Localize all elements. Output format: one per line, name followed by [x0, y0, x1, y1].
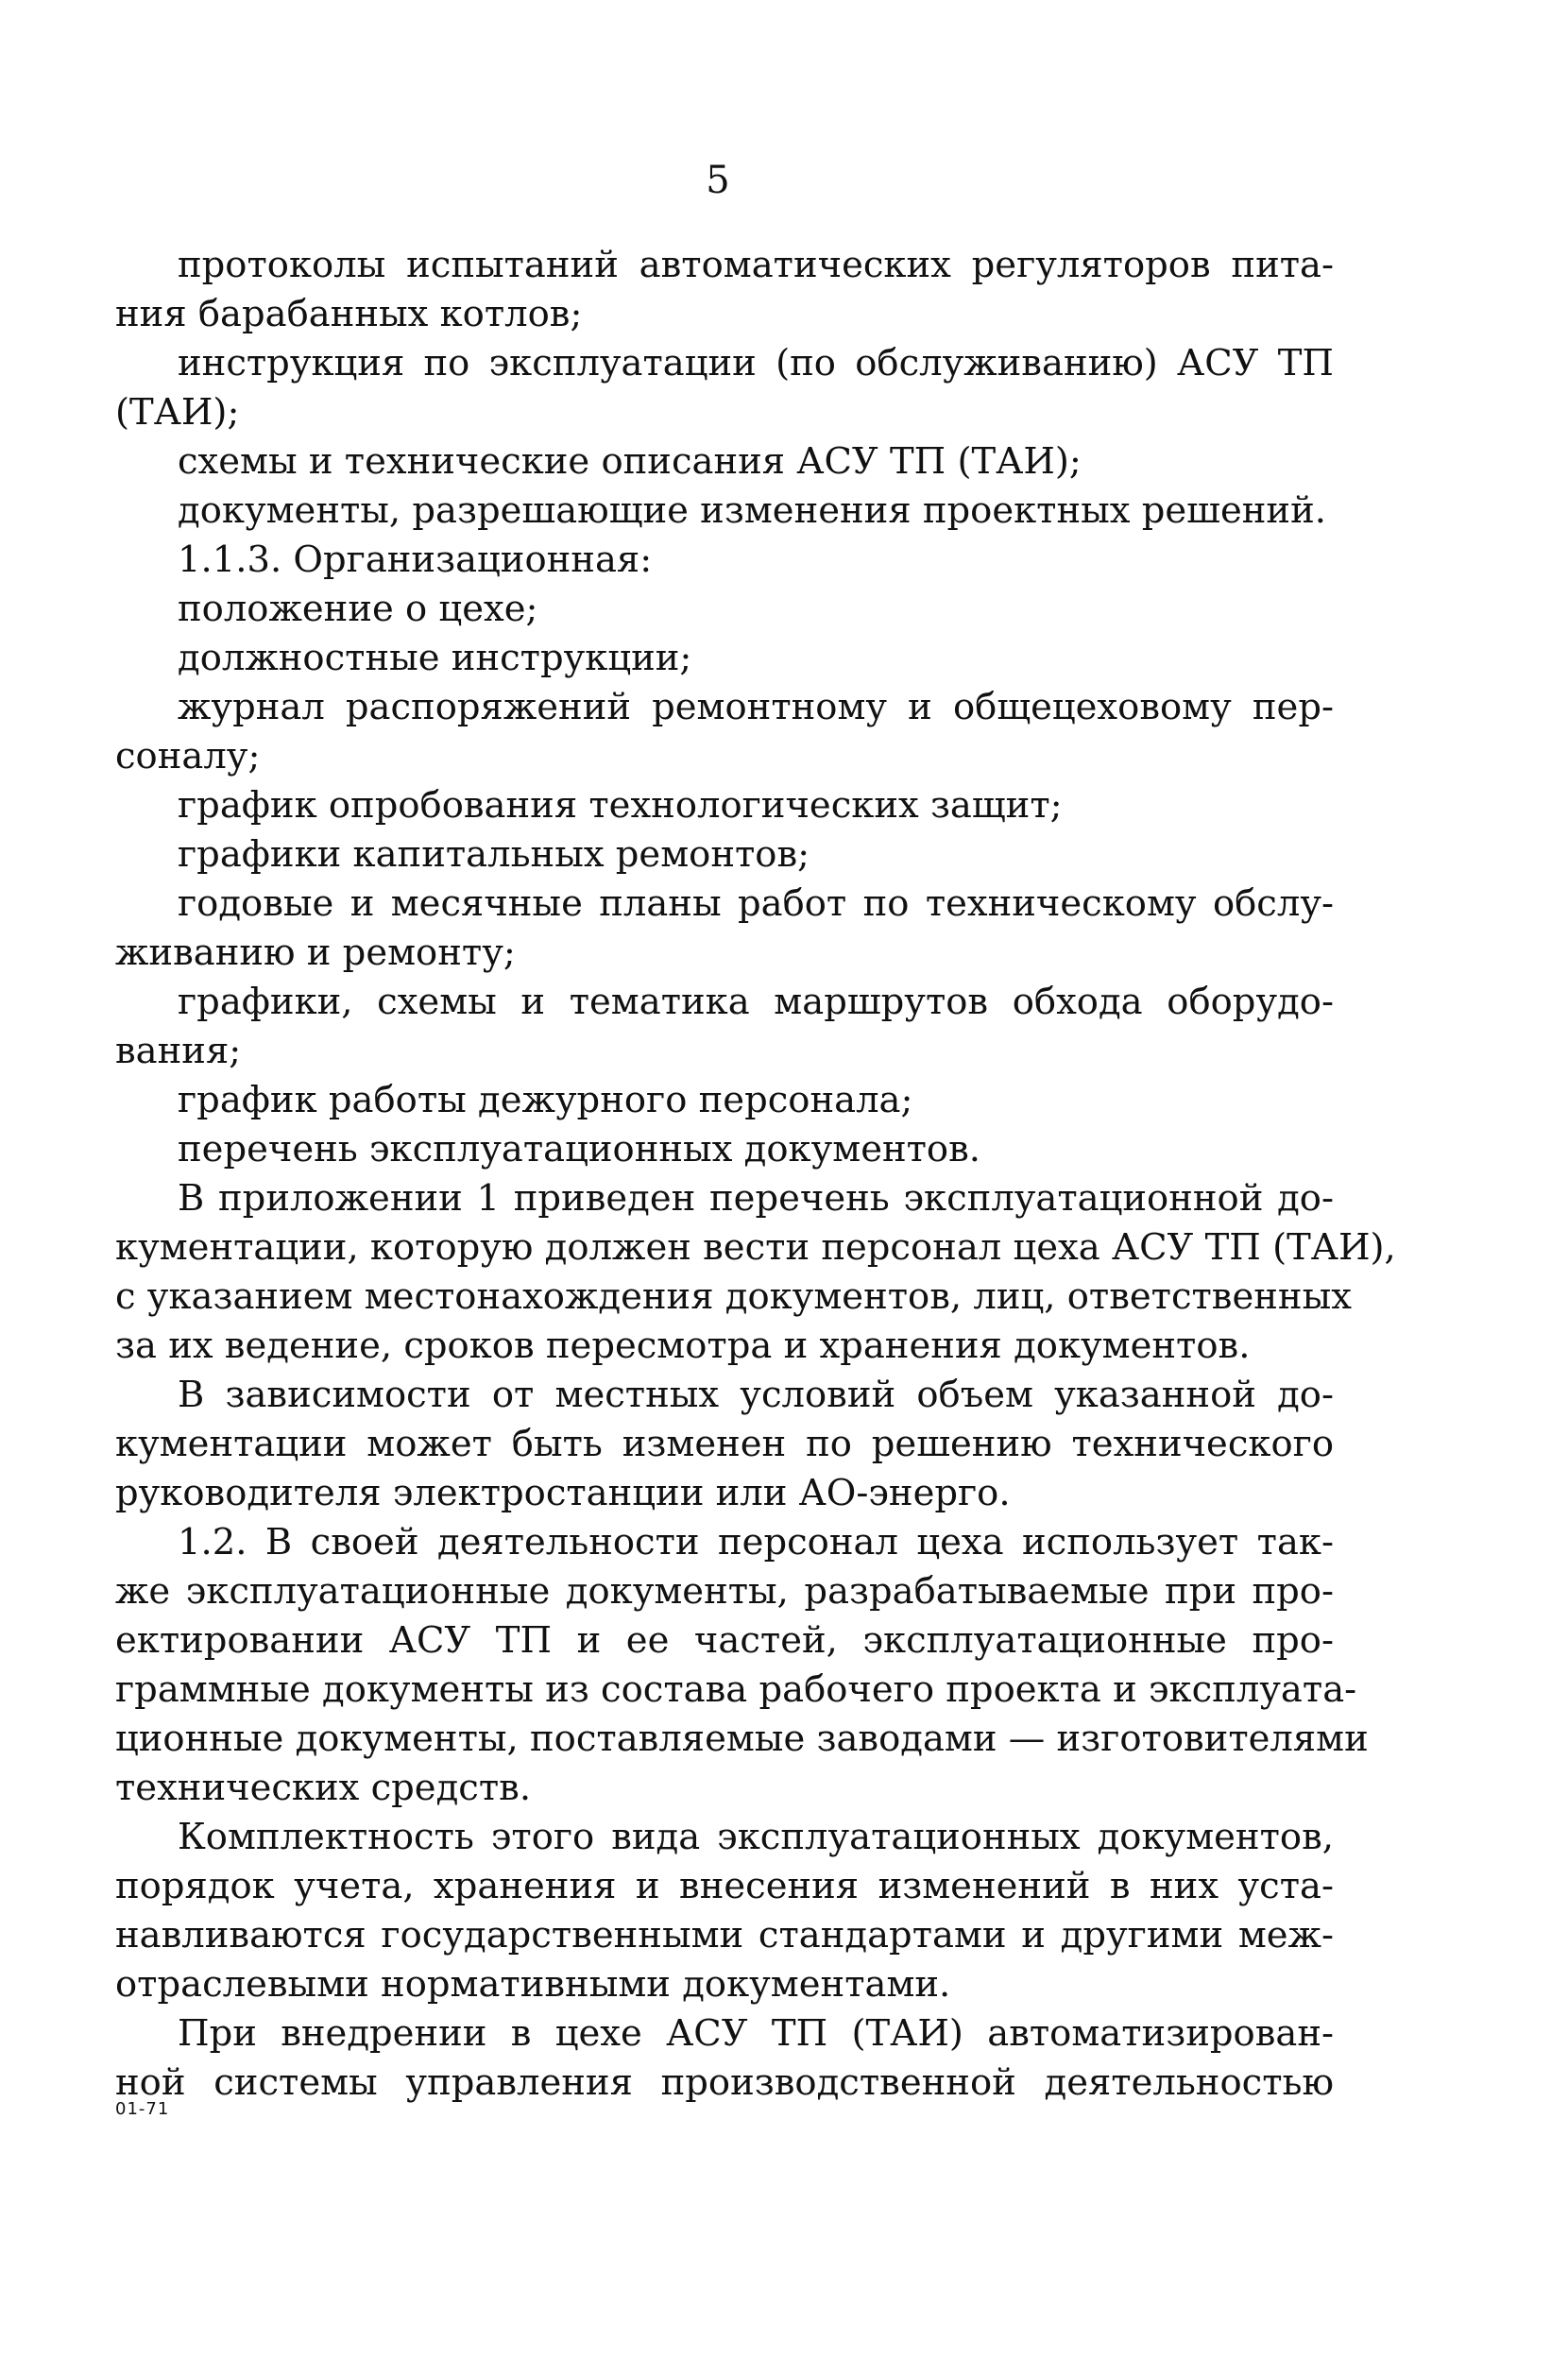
text-line: годовые и месячные планы работ по техническому обслу-: [178, 882, 1334, 925]
text-line: живанию и ремонту;: [115, 931, 516, 974]
text-line: кументации, которую должен вести персонал цеха АСУ ТП (ТАИ),: [115, 1226, 1396, 1269]
text-line: Комплектность этого вида эксплуатационных документов,: [178, 1816, 1334, 1858]
text-line: схемы и технические описания АСУ ТП (ТАИ);: [178, 440, 1082, 483]
text-line: отраслевыми нормативными документами.: [115, 1963, 951, 2006]
footer-code: 01-71: [115, 2099, 170, 2119]
text-line: журнал распоряжений ремонтному и общецеховому пер-: [178, 686, 1334, 728]
text-line: протоколы испытаний автоматических регуляторов пита-: [178, 244, 1334, 286]
document-body: [115, 241, 1396, 2108]
text-line: за их ведение, сроков пересмотра и хранения документов.: [115, 1324, 1251, 1367]
text-line: же эксплуатационные документы, разрабатываемые при про-: [115, 1570, 1334, 1613]
text-line: графики, схемы и тематика маршрутов обхода оборудо-: [178, 981, 1334, 1023]
text-line: 1.1.3. Организационная:: [178, 538, 653, 581]
page-number: 5: [706, 159, 730, 202]
text-line: с указанием местонахождения документов, лиц, ответственных: [115, 1275, 1352, 1318]
text-line: ния барабанных котлов;: [115, 293, 583, 335]
text-line: ектировании АСУ ТП и ее частей, эксплуатационные про-: [115, 1619, 1334, 1662]
text-line: инструкция по эксплуатации (по обслуживанию) АСУ ТП: [178, 342, 1334, 384]
text-line: руководителя электростанции или АО-энерго.: [115, 1472, 1011, 1514]
text-line: В приложении 1 приведен перечень эксплуатационной до-: [178, 1177, 1334, 1220]
text-line: При внедрении в цехе АСУ ТП (ТАИ) автоматизирован-: [178, 2012, 1334, 2055]
text-line: ной системы управления производственной деятельностью: [115, 2061, 1334, 2104]
text-line: порядок учета, хранения и внесения изменений в них уста-: [115, 1865, 1334, 1907]
text-line: кументации может быть изменен по решению технического: [115, 1423, 1334, 1465]
text-line: документы, разрешающие изменения проектных решений.: [178, 489, 1326, 532]
text-line: положение о цехе;: [178, 588, 538, 630]
text-line: 1.2. В своей деятельности персонал цеха использует так-: [178, 1521, 1334, 1563]
text-line: перечень эксплуатационных документов.: [178, 1128, 981, 1170]
text-line: ционные документы, поставляемые заводами — изготовителями: [115, 1717, 1369, 1760]
text-line: графики капитальных ремонтов;: [178, 833, 810, 876]
text-line: граммные документы из состава рабочего проекта и эксплуата-: [115, 1668, 1357, 1711]
text-line: вания;: [115, 1030, 242, 1072]
text-line: В зависимости от местных условий объем указанной до-: [178, 1374, 1334, 1416]
text-line: навливаются государственными стандартами и другими меж-: [115, 1914, 1334, 1956]
text-line: график работы дежурного персонала;: [178, 1079, 913, 1121]
text-line: должностные инструкции;: [178, 637, 692, 679]
text-line: соналу;: [115, 735, 261, 777]
text-line: (ТАИ);: [115, 391, 240, 434]
text-line: технических средств.: [115, 1767, 532, 1809]
text-line: график опробования технологических защит;: [178, 784, 1063, 827]
